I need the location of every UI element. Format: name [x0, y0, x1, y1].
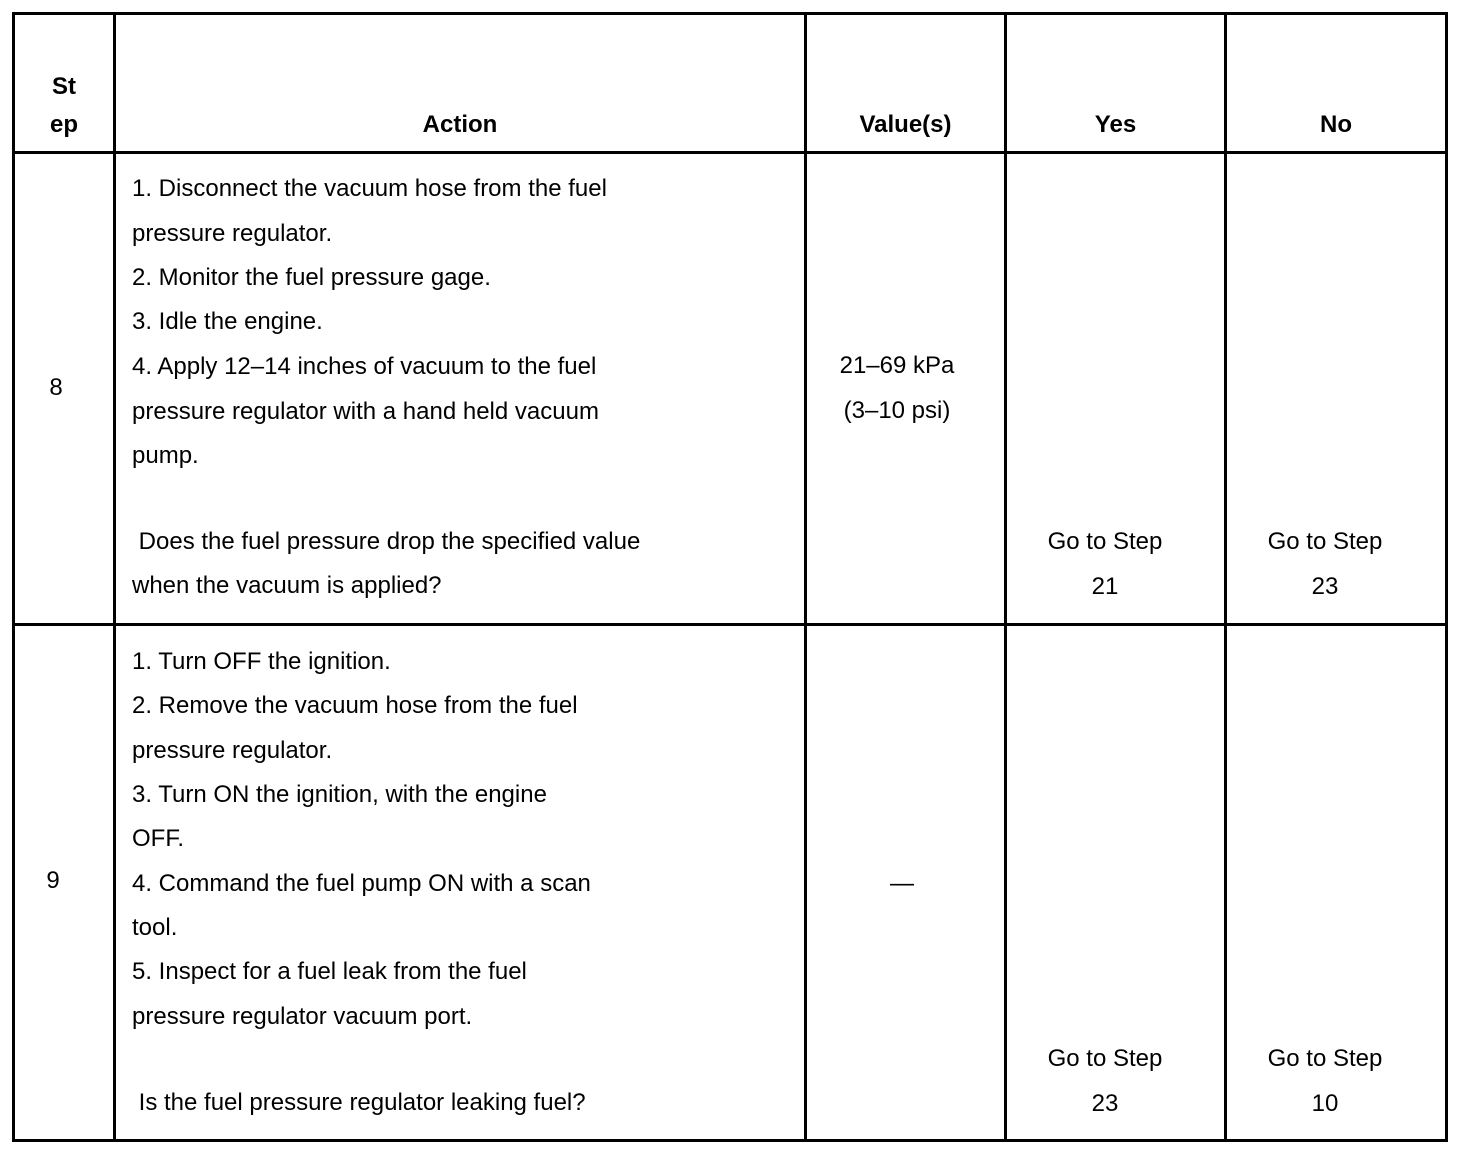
yes-cell	[1007, 1037, 1203, 1126]
header-step-line: ep	[49, 111, 78, 138]
action-line: pressure regulator.	[132, 220, 333, 247]
value-cell	[807, 344, 987, 433]
action-line: pressure regulator.	[132, 737, 333, 764]
action-line: 2. Monitor the fuel pressure gage.	[132, 264, 491, 291]
row-divider	[12, 151, 1448, 154]
question-line: Is the fuel pressure regulator leaking fuel?	[132, 1089, 586, 1116]
yes-line: 23	[1091, 1089, 1119, 1117]
action-line: tool.	[132, 914, 178, 941]
row-divider	[12, 1139, 1448, 1142]
step-number: 9	[46, 867, 60, 894]
value-line: —	[890, 870, 914, 897]
no-line: Go to Step	[1267, 528, 1383, 555]
value-line: 21–69 kPa	[839, 352, 955, 379]
row-divider	[12, 623, 1448, 626]
column-divider	[113, 12, 116, 1142]
action-line: 1. Turn OFF the ignition.	[132, 648, 391, 675]
question-line: Does the fuel pressure drop the specified value	[132, 528, 641, 555]
action-line: 3. Idle the engine.	[132, 308, 323, 335]
no-line: 10	[1311, 1089, 1339, 1117]
no-cell	[1227, 520, 1423, 609]
yes-cell	[1007, 520, 1203, 609]
action-line: pump.	[132, 442, 199, 469]
action-line: pressure regulator vacuum port.	[132, 1003, 473, 1030]
column-divider	[1445, 12, 1448, 1142]
action-line: 2. Remove the vacuum hose from the fuel	[132, 692, 578, 719]
action-line: 5. Inspect for a fuel leak from the fuel	[132, 958, 527, 985]
step-number: 8	[49, 374, 63, 401]
action-line: 1. Disconnect the vacuum hose from the fuel	[132, 175, 607, 202]
no-cell	[1227, 1037, 1423, 1126]
yes-line: Go to Step	[1047, 1045, 1163, 1072]
header-step	[15, 68, 113, 144]
header-step-line: St	[52, 73, 76, 100]
value-line: (3–10 psi)	[843, 396, 951, 424]
header-yes: Yes	[1094, 111, 1137, 138]
yes-line: Go to Step	[1047, 528, 1163, 555]
action-line: OFF.	[132, 825, 184, 852]
header-no: No	[1320, 111, 1352, 138]
action-line: pressure regulator with a hand held vacuum	[132, 398, 599, 425]
yes-line: 21	[1091, 572, 1119, 600]
no-line: 23	[1311, 572, 1339, 600]
no-line: Go to Step	[1267, 1045, 1383, 1072]
header-values: Value(s)	[859, 111, 952, 138]
action-line: 3. Turn ON the ignition, with the engine	[132, 781, 547, 808]
value-cell	[807, 862, 997, 907]
header-action: Action	[422, 111, 498, 138]
column-divider	[804, 12, 807, 1142]
action-line: 4. Command the fuel pump ON with a scan	[132, 870, 591, 897]
action-line: 4. Apply 12–14 inches of vacuum to the fuel	[132, 353, 597, 380]
question-line: when the vacuum is applied?	[132, 572, 442, 599]
